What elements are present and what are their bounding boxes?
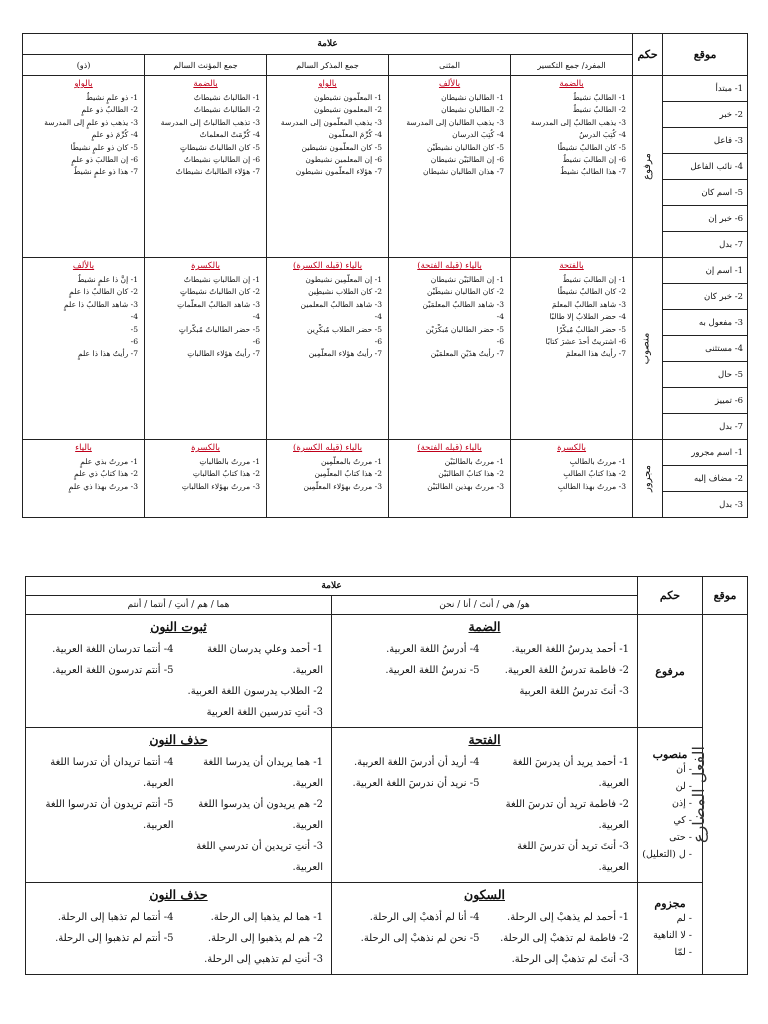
example-line: 7- هذا ذو علمٍ نشيطٌ: [73, 167, 139, 177]
example-cell: [332, 615, 638, 728]
example-line: 2- الطالباتُ نشيطاتٌ: [193, 105, 261, 115]
position-label: 6- خبر إن: [663, 206, 748, 232]
hukm-label: [633, 440, 663, 518]
column-header: جمع المذكر السالم: [267, 55, 389, 76]
example-sentence: 3- أنتِ تريدين أن تدرسي اللغة العربية.: [196, 841, 324, 873]
particle-item: - كي: [673, 814, 693, 826]
example-cell: [389, 440, 511, 518]
example-column: [490, 752, 630, 878]
particle-item: - إذن: [671, 797, 693, 809]
example-cell: [389, 258, 511, 440]
example-sentence: 1- أحمد يريد أن يدرسَ اللغة العربية.: [512, 757, 630, 789]
hukm-label: [633, 76, 663, 258]
example-column: [184, 752, 324, 878]
example-line: 4- كُتِبَ الدرسان: [452, 130, 505, 140]
example-sentence: 5- نحن لم نذهبْ إلى الرحلة.: [360, 933, 480, 944]
example-cell: [267, 76, 389, 258]
pronouns-singular: هو/ هي / أنتَ / أنا / نحن: [332, 596, 638, 615]
header-hukm: حكم: [633, 34, 663, 76]
example-sentence: 2- فاطمة لم تذهبْ إلى الرحلة.: [500, 933, 630, 944]
example-line: 1- الطالبان نشيطان: [441, 93, 505, 102]
example-line: 7- رأيتُ هذا ذا علمٍ: [77, 349, 139, 359]
column-header: (ذو): [23, 55, 145, 76]
example-line: 4- كُرِّمَتْ المعلماتُ: [199, 130, 261, 140]
verb-mood-table: [25, 576, 748, 975]
example-line: 2- الطالبُ نشيطٌ: [572, 105, 627, 115]
example-line: 2- كان الطالبُ نشيطًا: [557, 287, 627, 297]
example-line: 7- هؤلاء الطالباتُ نشيطاتٌ: [175, 167, 261, 177]
example-sentence: 5- أنتم تريدون أن تدرسوا اللغة العربية.: [45, 799, 174, 831]
example-line: 2- كان الطالبان نشيطَيْن: [426, 287, 505, 297]
example-line: 1- المعلّمون نشيطون: [314, 93, 383, 102]
example-cell: [511, 76, 633, 258]
example-sentence: 2- فاطمة تدرسُ اللغة العربية.: [504, 665, 630, 676]
example-line: 3- شاهد الطالبُ المعلمَ: [551, 299, 627, 309]
example-line: 6-: [496, 336, 505, 346]
example-columns: [340, 639, 629, 702]
particle-item: - لن: [675, 780, 693, 792]
example-line: 3- مررتُ بهؤلاء الطالباتِ: [181, 481, 261, 491]
example-sentence: 3- أنتَ تريد أن تدرسَ اللغة العربية.: [517, 841, 630, 873]
particle-item: - حتى: [669, 831, 693, 843]
example-line: 5- كان الطالبان نشيطَيْن: [426, 142, 505, 152]
example-line: 4-: [252, 312, 261, 322]
side-label-text: الفعل المضارع: [689, 746, 709, 843]
example-line: 4-: [496, 312, 505, 322]
example-cell: [511, 258, 633, 440]
header-alama: علامة: [23, 34, 633, 55]
example-line: 5- حضر الطالبُ مُبكّرًا: [556, 324, 627, 334]
hukm-cell: [638, 883, 703, 975]
example-line: 3- شاهد الطالبُ المعلمَيْن: [422, 299, 505, 309]
case-marker-label: بالياء (قبله الكسرة): [293, 443, 363, 453]
example-line: 3- مررتُ بهؤلاء المعلّمِين: [303, 481, 383, 491]
particle-item: - لمّا: [674, 946, 693, 958]
example-sentence: 3- أنتَ لم تذهبْ إلى الرحلة.: [511, 954, 630, 965]
case-marker-label: بالكسرة: [191, 261, 221, 271]
case-marker-label: بالضمة: [193, 79, 218, 89]
example-line: 2- هذا كتابُ الطالباتِ: [192, 469, 261, 479]
example-column: [34, 752, 174, 878]
example-line: 4- كُرِّمَ ذو علمٍ: [91, 130, 139, 140]
example-line: 6-: [374, 336, 383, 346]
hukm-label: [633, 258, 663, 440]
example-cell: [511, 440, 633, 518]
position-label: 1- اسم إن: [663, 258, 748, 284]
example-line: 1- مررتُ بالمعلّمِين: [320, 457, 383, 466]
example-line: 1- مررتُ بذي علمٍ: [80, 457, 139, 466]
example-cell: [23, 76, 145, 258]
example-column: [184, 639, 324, 723]
example-line: 7- هذان الطالبان نشيطان: [422, 167, 505, 177]
example-line: 1- إن الطالباتِ نشيطاتٌ: [183, 275, 261, 284]
pronouns-dual-plural: هما / هم / أنتِ / أنتما / أنتم: [26, 596, 332, 615]
example-line: 2- كان الطالباتُ نشيطاتٍ: [180, 287, 261, 297]
example-line: 4- كُتِبَ الدرسُ: [579, 130, 627, 140]
example-line: 1- مررتُ بالطالباتِ: [199, 457, 261, 466]
mood-marker-title: الضمة: [468, 619, 501, 634]
example-line: 1- إن الطالبَ نشيطٌ: [562, 275, 627, 284]
example-sentence: 4- أريد أن أدرسَ اللغة العربية.: [354, 757, 480, 768]
example-column: [490, 907, 630, 970]
position-label: 3- فاعل: [663, 128, 748, 154]
example-column: [184, 907, 324, 970]
position-label: 1- مبتدأ: [663, 76, 748, 102]
case-marker-label: بالواو: [318, 79, 337, 89]
example-cell: [23, 440, 145, 518]
example-line: 5-: [130, 324, 139, 334]
example-cell: [332, 883, 638, 975]
position-label: 2- خبر: [663, 102, 748, 128]
example-sentence: 5- أنتم تدرسون اللغة العربية.: [52, 665, 174, 676]
case-marker-label: بالياء: [75, 443, 92, 453]
case-marker-label: بالفتحة: [559, 261, 584, 271]
hukm-text: منصوب: [640, 332, 652, 365]
example-cell: [267, 440, 389, 518]
example-sentence: 5- ندرسُ اللغة العربية.: [385, 665, 480, 676]
hukm-title: مرفوع: [655, 664, 685, 678]
particle-item: - لم: [676, 912, 693, 924]
example-sentence: 2- هم يريدون أن يدرسوا اللغة العربية.: [198, 799, 324, 831]
mood-marker-title: حذف النون: [149, 732, 208, 747]
mood-marker-title: السكون: [464, 887, 505, 902]
example-line: 5- حضر الطلاب مُبكِّرِين: [306, 324, 383, 334]
example-columns: [34, 752, 323, 878]
example-line: 2- كان الطلاب نشيطِين: [308, 287, 383, 297]
example-line: 3- يذهب الطالبُ إلى المدرسة: [531, 117, 627, 127]
example-line: 3- مررتُ بهذين الطالبَيْن: [427, 481, 505, 491]
example-sentence: 5- نريد أن ندرسَ اللغة العربية.: [352, 778, 480, 789]
example-line: 5- كان ذو علمٍ نشيطًا: [70, 142, 139, 152]
example-line: 4-: [130, 312, 139, 322]
header-mawqi: موقع: [663, 34, 748, 76]
example-line: 3- يذهب ذو علمٍ إلى المدرسة: [44, 117, 139, 127]
position-label: 3- مفعول به: [663, 310, 748, 336]
example-column: [34, 639, 174, 723]
example-sentence: 1- هما لم يذهبا إلى الرحلة.: [210, 912, 324, 923]
example-sentence: 2- الطلاب يدرسون اللغة العربية.: [187, 686, 324, 697]
example-line: 3- مررتُ بهذا الطالبِ: [557, 481, 627, 491]
mood-marker-title: حذف النون: [149, 887, 208, 902]
position-label: 4- نائب الفاعل: [663, 154, 748, 180]
example-line: 2- هذا كتابُ المعلّمِين: [314, 469, 383, 479]
hukm-text: مرفوع: [642, 153, 654, 180]
example-line: 2- كان الطالبُ ذا علمٍ: [69, 287, 139, 297]
example-line: 7- هذا الطالبُ نشيطٌ: [560, 167, 627, 177]
case-marker-label: بالكسرة: [191, 443, 221, 453]
example-line: 2- الطالبان نشيطان: [441, 105, 505, 115]
example-line: 1- مررتُ بالطالبِ: [569, 457, 627, 466]
example-line: 3- يذهب المعلّمون إلى المدرسة: [280, 117, 383, 127]
case-marker-label: بالواو: [74, 79, 93, 89]
example-sentence: 2- فاطمة تريد أن تدرسَ اللغة العربية.: [505, 799, 630, 831]
example-line: 3- شاهد الطالبُ ذا علمٍ: [64, 299, 139, 309]
example-columns: [340, 752, 629, 878]
example-line: 6- إن الطالبَيْن نشيطان: [430, 154, 505, 164]
position-label: 5- حال: [663, 362, 748, 388]
position-label: 7- بدل: [663, 414, 748, 440]
example-line: 3- شاهد الطالبُ المعلّماتِ: [177, 299, 261, 309]
example-line: 5- حضر الطالباتُ مُبكّراتٍ: [178, 324, 261, 334]
example-column: [340, 907, 480, 970]
header-mawqi: موقع: [703, 577, 748, 615]
example-line: 2- المعلمون نشيطون: [314, 105, 383, 115]
example-column: [34, 907, 174, 970]
particle-item: - أن: [676, 763, 693, 775]
example-line: 5- حضر الطالبان مُبكِّرَيْن: [425, 324, 505, 334]
example-line: 6- إن الطالبَ نشيطٌ: [562, 154, 627, 164]
example-columns: [34, 907, 323, 970]
example-sentence: 4- أدرسُ اللغة العربية.: [386, 644, 480, 655]
example-cell: [267, 258, 389, 440]
position-label: 2- خبر كان: [663, 284, 748, 310]
example-line: 6-: [252, 336, 261, 346]
example-line: 3- تذهب الطالباتُ إلى المدرسة: [160, 117, 261, 127]
example-line: 3- شاهد الطالبُ المعلمين: [300, 299, 383, 309]
example-line: 7- هؤلاء المعلّمون نشيطون: [295, 167, 383, 177]
example-columns: [340, 907, 629, 970]
example-cell: [23, 258, 145, 440]
side-label-mudari: [689, 615, 748, 975]
example-line: 1- ذو علمٍ نشيطٌ: [85, 93, 139, 102]
case-marker-label: بالياء (قبله الكسرة): [293, 261, 363, 271]
position-label: 6- تمييز: [663, 388, 748, 414]
position-label: 4- مستثنى: [663, 336, 748, 362]
example-line: 1- إنَّ ذا علمٍ نشيطٌ: [77, 275, 139, 284]
example-sentence: 4- أنتما لم تذهبا إلى الرحلة.: [57, 912, 174, 923]
case-marker-label: بالضمة: [559, 79, 584, 89]
case-marker-label: بالياء (قبله الفتحة): [417, 443, 482, 453]
example-sentence: 3- أنتَ تدرسُ اللغة العربية: [519, 686, 630, 697]
example-line: 3- مررتُ بهذا ذي علمٍ: [68, 481, 139, 491]
example-line: 2- الطالبُ ذو علمٍ: [81, 105, 139, 115]
example-line: 1- إن الطالبَيْن نشيطان: [430, 275, 505, 284]
column-header: جمع المؤنث السالم: [145, 55, 267, 76]
position-label: 2- مضاف إليه: [663, 466, 748, 492]
example-cell: [26, 728, 332, 883]
position-label: 7- بدل: [663, 232, 748, 258]
example-line: 7- رأيتُ هذَيْنِ المعلمَيْن: [430, 349, 505, 359]
example-cell: [145, 440, 267, 518]
example-line: 2- هذا كتابُ الطالبَيْن: [438, 469, 505, 479]
position-label: 1- اسم مجرور: [663, 440, 748, 466]
example-cell: [145, 258, 267, 440]
example-line: 4- حضر الطلابُ إلا طالبًا: [549, 312, 627, 322]
example-line: 1- مررتُ بالطالبَيْن: [444, 457, 505, 466]
hukm-title: مجزوم: [654, 896, 686, 910]
example-cell: [26, 883, 332, 975]
example-column: [340, 752, 480, 878]
column-header: المثنى: [389, 55, 511, 76]
example-sentence: 2- هم لم يذهبوا إلى الرحلة.: [207, 933, 324, 944]
example-sentence: 5- أنتم لم تذهبوا إلى الرحلة.: [55, 933, 174, 944]
example-line: 2- هذا كتابُ الطالبِ: [563, 469, 627, 479]
example-line: 4- كُرِّمَ المعلّمون: [328, 130, 383, 140]
example-line: 1- الطالباتُ نشيطاتٌ: [193, 93, 261, 102]
example-line: 6- إن الطالبَ ذو علمٍ: [71, 154, 139, 164]
example-cell: [389, 76, 511, 258]
mood-marker-title: ثبوت النون: [150, 619, 207, 634]
mood-marker-title: الفتحة: [468, 732, 501, 747]
header-hukm: حكم: [638, 577, 703, 615]
example-line: 7- رأيتُ هؤلاء المعلّمِين: [308, 349, 383, 359]
example-columns: [34, 639, 323, 723]
example-sentence: 1- هما يريدان أن يدرسا اللغة العربية.: [203, 757, 324, 789]
noun-case-table: [22, 33, 748, 518]
example-sentence: 1- أحمد يدرسُ اللغة العربية.: [511, 644, 630, 655]
hukm-cell: [638, 615, 703, 728]
column-header: المفرد/ جمع التكسير: [511, 55, 633, 76]
case-marker-label: بالكسرة: [557, 443, 587, 453]
example-column: [340, 639, 480, 702]
example-line: 6-: [130, 336, 139, 346]
example-sentence: 4- أنتما تريدان أن تدرسا اللغة العربية.: [50, 757, 174, 789]
case-marker-label: بالياء (قبله الفتحة): [417, 261, 482, 271]
example-cell: [145, 76, 267, 258]
example-line: 5- كان الطالبُ نشيطًا: [557, 142, 627, 152]
example-sentence: 3- أنتِ لم تذهبي إلى الرحلة.: [204, 954, 324, 965]
header-alama: علامة: [26, 577, 638, 596]
example-sentence: 1- أحمد وعلي يدرسان اللغة العربية.: [207, 644, 324, 676]
position-label: 5- اسم كان: [663, 180, 748, 206]
example-sentence: 3- أنتِ تدرسين اللغة العربية: [206, 707, 324, 718]
example-line: 1- الطالبُ نشيطٌ: [572, 93, 627, 102]
example-line: 1- إن المعلّمِين نشيطون: [305, 275, 383, 284]
case-marker-label: بالألف: [72, 261, 95, 271]
example-cell: [26, 615, 332, 728]
position-label: 3- بدل: [663, 492, 748, 518]
example-line: 4-: [374, 312, 383, 322]
example-column: [490, 639, 630, 702]
example-sentence: 4- أنا لم أذهبْ إلى الرحلة.: [369, 912, 480, 923]
case-marker-label: بالألف: [438, 79, 461, 89]
hukm-text: مجرور: [642, 465, 654, 492]
example-line: 5- كان المعلّمون نشيطين: [301, 142, 383, 152]
example-cell: [332, 728, 638, 883]
example-line: 6- اشتريتُ أحدَ عشرَ كتابًا: [545, 336, 627, 346]
example-line: 6- إن الطالباتِ نشيطاتٌ: [183, 154, 261, 164]
example-line: 3- يذهب الطالبان إلى المدرسة: [406, 117, 505, 127]
example-line: 7- رأيتُ هذا المعلمَ: [565, 349, 627, 359]
example-line: 2- هذا كتابُ ذي علمٍ: [74, 469, 139, 479]
particle-item: - ل (التعليل): [642, 848, 693, 860]
hukm-title: منصوب: [652, 747, 688, 761]
example-line: 7- رأيتُ هؤلاء الطالباتِ: [187, 349, 261, 359]
particle-item: - لا الناهية: [653, 929, 693, 941]
example-sentence: 4- أنتما تدرسان اللغة العربية.: [52, 644, 174, 655]
example-line: 6- إن المعلمين نشيطون: [305, 154, 383, 164]
example-sentence: 1- أحمد لم يذهبْ إلى الرحلة.: [507, 912, 630, 923]
example-line: 5- كان الطالباتُ نشيطاتٍ: [180, 142, 261, 152]
